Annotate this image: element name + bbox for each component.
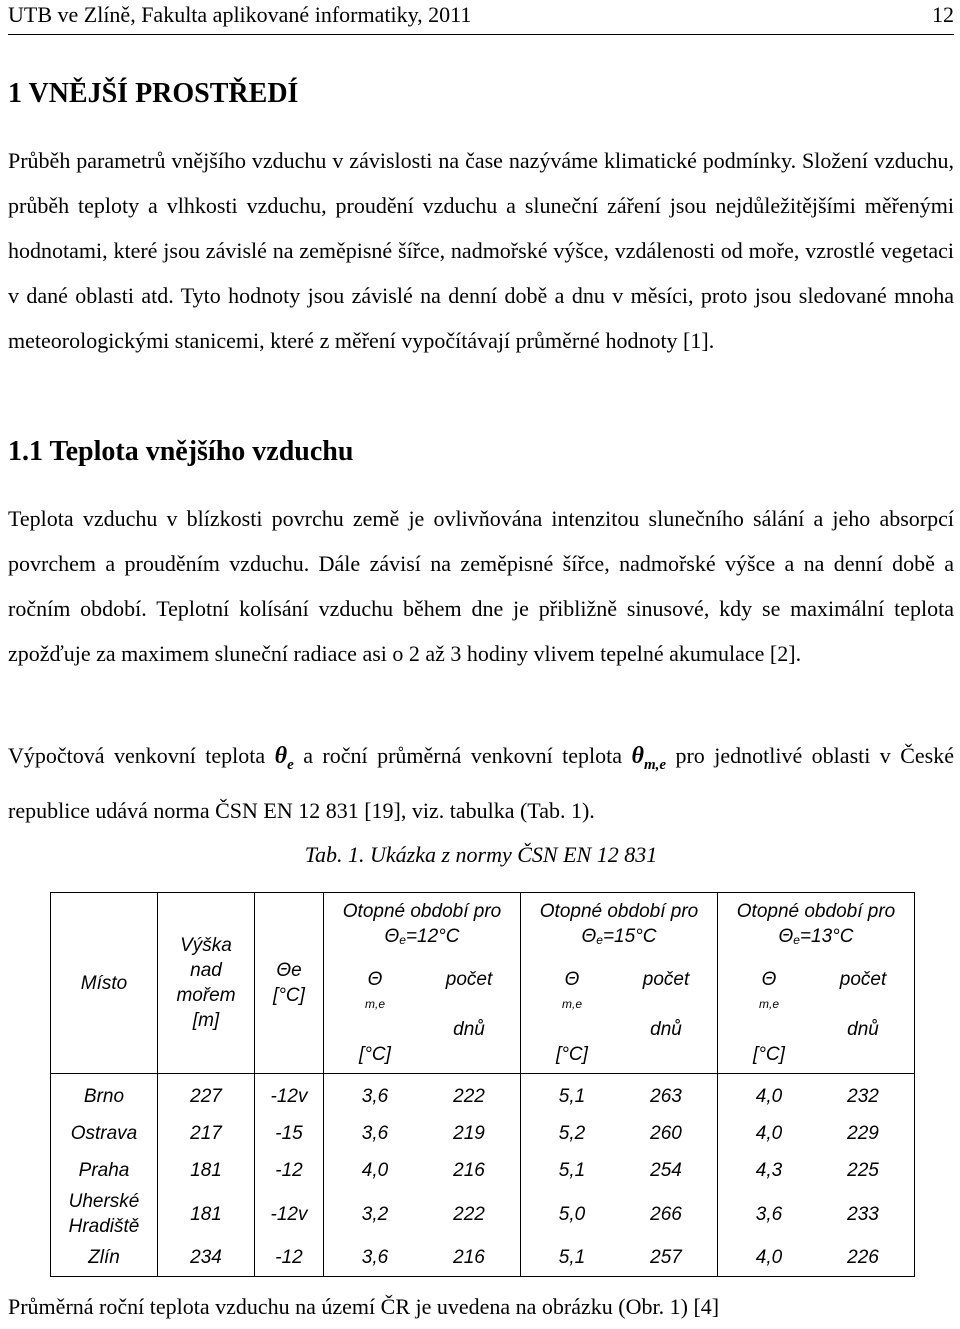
cell-altitude: 181 xyxy=(158,1189,255,1239)
cell-place: Brno xyxy=(51,1074,158,1116)
paragraph-design-temperature xyxy=(8,733,954,833)
cell-days: 225 xyxy=(847,1160,879,1181)
cell-period-values xyxy=(718,1152,915,1189)
cell-period-values xyxy=(324,1074,521,1116)
header-period-15: Otopné období pro Θe=15°C Θ m,e [°C] počet dnů xyxy=(521,893,718,1074)
header-days: počet dnů xyxy=(839,969,887,1040)
cell-place: Zlín xyxy=(51,1239,158,1277)
header-days: počet dnů xyxy=(642,969,690,1040)
cell-period-values xyxy=(324,1115,521,1152)
cell-days: 233 xyxy=(847,1203,879,1225)
header-theta-me: Θ m,e [°C] xyxy=(556,969,588,1065)
cell-period-values xyxy=(718,1115,915,1152)
cell-theta-me: 4,0 xyxy=(755,1123,783,1144)
paragraph-air-temperature: Teplota vzduchu v blízkosti povrchu země je ovlivňována intenzitou slunečního sálání a jeho absorpcí povrchem a prouděním vzduchu. Dále závisí na zeměpisné šířce, nadmořské výšce a na denní době a ročním období. Teplotní kolísání vzduchu během dne je přibližně sinusové, kdy se maximální teplota zpožďuje za maximem sluneční radiace asi o 2 až 3 hodiny vlivem tepelné akumulace [2]. xyxy=(8,506,954,666)
header-place: Místo xyxy=(51,893,158,1074)
cell-period-values xyxy=(521,1189,718,1239)
theta-e-symbol: $\theta_e$ xyxy=(274,743,294,773)
cell-period-values xyxy=(324,1239,521,1277)
cell-days: 260 xyxy=(650,1123,682,1144)
cell-theta-me: 4,0 xyxy=(755,1086,783,1107)
page-header xyxy=(8,0,954,35)
cell-theta-me: 5,1 xyxy=(558,1160,586,1181)
paragraph-climate-intro: Průběh parametrů vnějšího vzduchu v závislosti na čase nazýváme klimatické podmínky. Složení vzduchu, průběh teploty a vlhkosti vzduchu, proudění vzduchu a sluneční záření jsou nejdůležitějšími měřenými hodnotami, které jsou závislé na zeměpisné šířce, nadmořské výšce, vzdálenosti od moře, vzrostlé vegetaci v dané oblasti atd. Tyto hodnoty jsou závislé na denní době a dnu v měsíci, proto jsou sledované mnoha meteorologickými stanicemi, které z měření vypočítávají průměrné hodnoty [1]. xyxy=(8,148,954,353)
cell-period-values xyxy=(521,1239,718,1277)
header-period-13: Otopné období pro Θe=13°C Θ m,e [°C] počet dnů xyxy=(718,893,915,1074)
cell-theta-me: 5,2 xyxy=(558,1123,586,1144)
cell-theta-me: 4,3 xyxy=(755,1160,783,1181)
cell-days: 222 xyxy=(453,1203,485,1225)
cell-theta-me: 3,2 xyxy=(361,1203,389,1225)
cell-theta-me: 4,0 xyxy=(361,1160,389,1181)
cell-days: 254 xyxy=(650,1160,682,1181)
table-row xyxy=(51,1239,915,1277)
theta-me-symbol: $\theta_{m,e}$ xyxy=(631,743,667,773)
cell-theta-me: 5,1 xyxy=(558,1086,586,1107)
cell-theta-e: -15 xyxy=(255,1115,324,1152)
cell-place: Praha xyxy=(51,1152,158,1189)
cell-period-values xyxy=(324,1189,521,1239)
cell-days: 216 xyxy=(453,1247,485,1268)
cell-theta-e: -12 xyxy=(255,1152,324,1189)
cell-place: Ostrava xyxy=(51,1115,158,1152)
cell-days: 266 xyxy=(650,1203,682,1225)
section-title: 1.1 Teplota vnějšího vzduchu xyxy=(8,436,354,467)
table-caption: Tab. 1. Ukázka z normy ČSN EN 12 831 xyxy=(304,842,658,867)
cell-period-values xyxy=(718,1189,915,1239)
table-row xyxy=(51,1074,915,1116)
cell-theta-e: -12 xyxy=(255,1239,324,1277)
cell-days: 222 xyxy=(453,1086,485,1107)
cell-period-values xyxy=(718,1239,915,1277)
cell-days: 216 xyxy=(453,1160,485,1181)
table-row xyxy=(51,1152,915,1189)
header-theta-e: Θe [°C] xyxy=(255,893,324,1074)
cell-theta-me: 3,6 xyxy=(361,1086,389,1107)
page-number: 12 xyxy=(932,2,954,27)
cell-days: 229 xyxy=(847,1123,879,1144)
cell-theta-me: 3,6 xyxy=(361,1247,389,1268)
p3-text-2: a roční průměrná venkovní teplota xyxy=(303,743,623,768)
cell-place: Uherské Hradiště xyxy=(51,1189,158,1239)
chapter-title: 1 VNĚJŠÍ PROSTŘEDÍ xyxy=(8,78,299,109)
cell-period-values xyxy=(521,1152,718,1189)
table-header-row xyxy=(51,893,915,1074)
header-title: UTB ve Zlíně, Fakulta aplikované informatiky, 2011 xyxy=(8,2,472,27)
cell-theta-me: 4,0 xyxy=(755,1247,783,1268)
cell-days: 219 xyxy=(453,1123,485,1144)
cell-days: 263 xyxy=(650,1086,682,1107)
header-period-12: Otopné období pro Θe=12°C Θ m,e [°C] počet dnů xyxy=(324,893,521,1074)
cell-altitude: 234 xyxy=(158,1239,255,1277)
p3-text-3: pro jednotlivé oblasti v České republice udává norma ČSN EN 12 831 [19], viz. tabulka (Tab. 1). xyxy=(8,743,955,823)
cell-theta-me: 5,0 xyxy=(558,1203,586,1225)
cell-days: 226 xyxy=(847,1247,879,1268)
cell-period-values xyxy=(521,1074,718,1116)
cell-days: 232 xyxy=(847,1086,879,1107)
cell-theta-me: 3,6 xyxy=(361,1123,389,1144)
cell-period-values xyxy=(718,1074,915,1116)
cell-period-values xyxy=(324,1152,521,1189)
header-days: počet dnů xyxy=(445,969,493,1040)
header-theta-me: Θ m,e [°C] xyxy=(359,969,391,1065)
cell-altitude: 217 xyxy=(158,1115,255,1152)
table-row xyxy=(51,1189,915,1239)
cell-theta-me: 3,6 xyxy=(755,1203,783,1225)
cell-theta-e: -12v xyxy=(255,1074,324,1116)
climate-norm-table xyxy=(50,892,915,1277)
header-altitude: Výška nad mořem [m] xyxy=(158,893,255,1074)
cell-period-values xyxy=(521,1115,718,1152)
cell-theta-e: -12v xyxy=(255,1189,324,1239)
cell-days: 257 xyxy=(650,1247,682,1268)
cell-altitude: 181 xyxy=(158,1152,255,1189)
header-theta-me: Θ m,e [°C] xyxy=(753,969,785,1065)
cell-theta-me: 5,1 xyxy=(558,1247,586,1268)
p3-text-1: Výpočtová venkovní teplota xyxy=(8,743,266,768)
table-row xyxy=(51,1115,915,1152)
paragraph-average-temperature: Průměrná roční teplota vzduchu na území ČR je uvedena na obrázku (Obr. 1) [4] xyxy=(8,1294,720,1319)
cell-altitude: 227 xyxy=(158,1074,255,1116)
